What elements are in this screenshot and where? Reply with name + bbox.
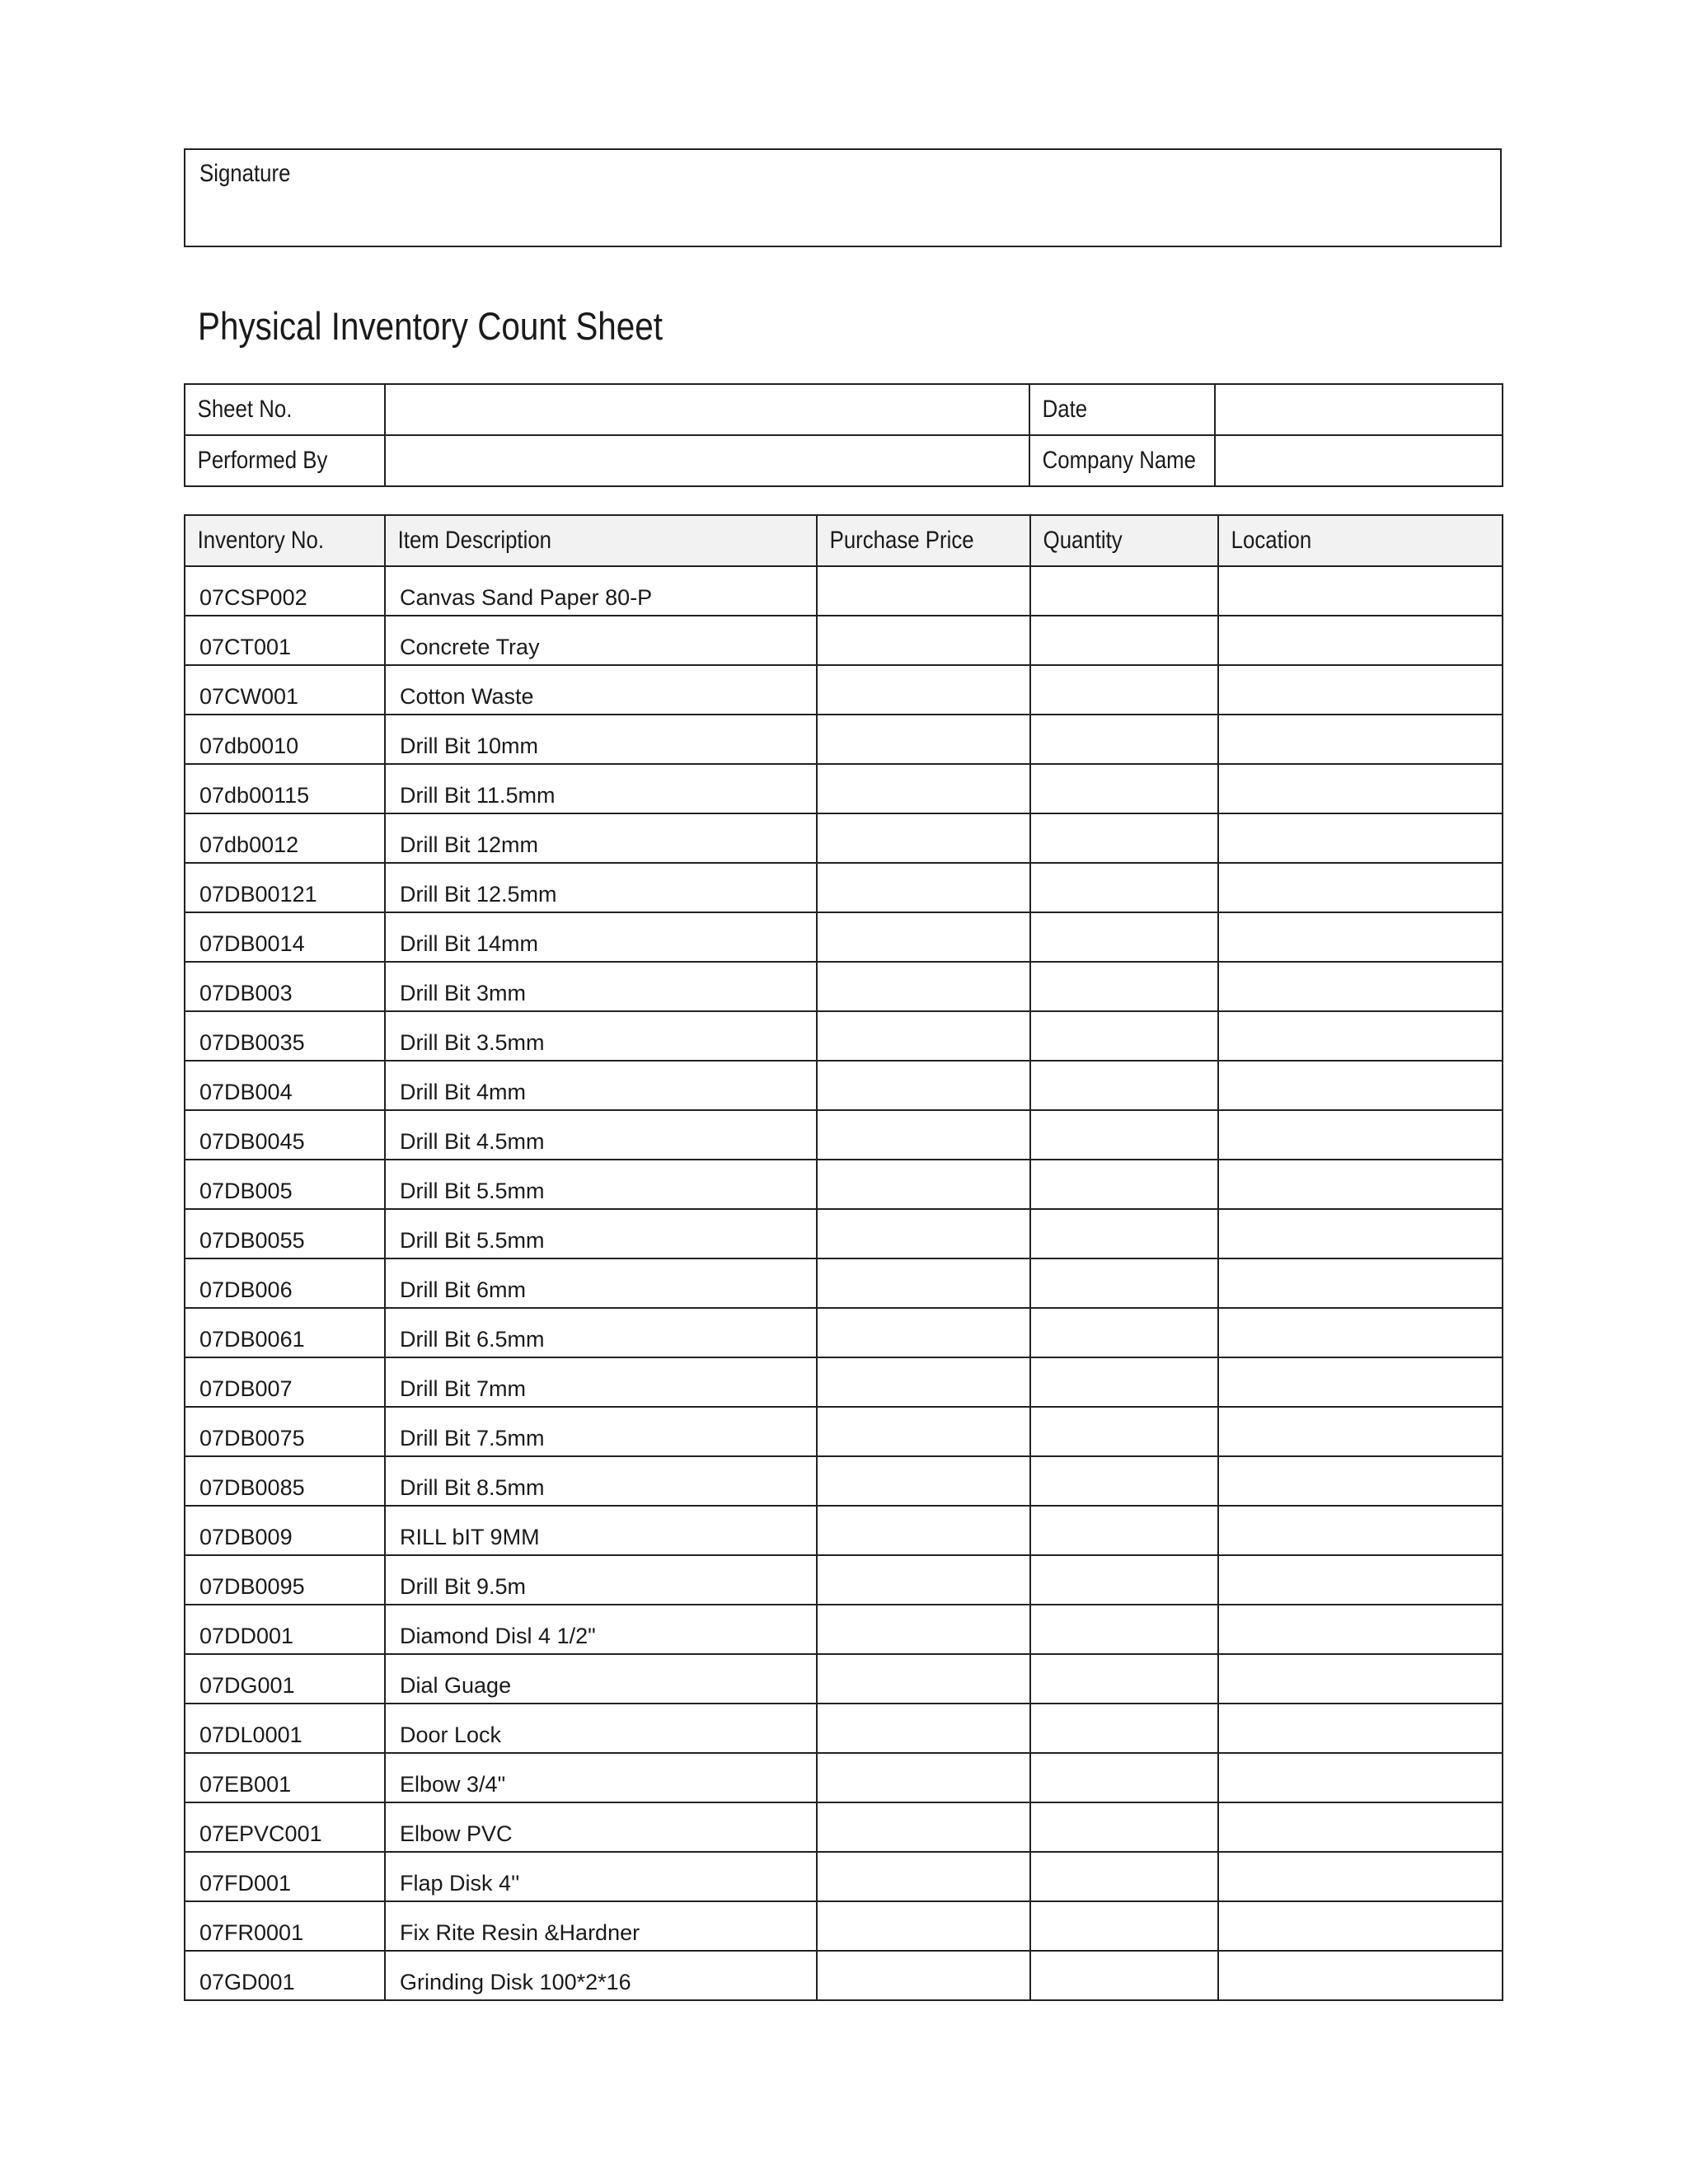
table-row bbox=[185, 1704, 1503, 1753]
location-cell[interactable] bbox=[1218, 912, 1503, 962]
item-description-cell: Drill Bit 4mm bbox=[385, 1061, 817, 1110]
quantity-cell[interactable] bbox=[1030, 1852, 1218, 1901]
inventory-no-cell: 07DB0035 bbox=[185, 1011, 385, 1061]
table-row bbox=[185, 1308, 1503, 1357]
inventory-body bbox=[185, 566, 1503, 2000]
location-cell[interactable] bbox=[1218, 1901, 1503, 1951]
quantity-cell[interactable] bbox=[1030, 1011, 1218, 1061]
location-cell[interactable] bbox=[1218, 764, 1503, 813]
inventory-no-cell: 07DB0045 bbox=[185, 1110, 385, 1160]
purchase-price-cell[interactable] bbox=[817, 1605, 1030, 1654]
location-cell[interactable] bbox=[1218, 1753, 1503, 1802]
location-cell[interactable] bbox=[1218, 616, 1503, 665]
column-header-item-description: Item Description bbox=[385, 515, 817, 566]
inventory-no-cell: 07FD001 bbox=[185, 1852, 385, 1901]
quantity-cell[interactable] bbox=[1030, 566, 1218, 616]
table-row bbox=[185, 1209, 1503, 1258]
item-description-cell: Drill Bit 3mm bbox=[385, 962, 817, 1011]
table-row bbox=[185, 764, 1503, 813]
quantity-cell[interactable] bbox=[1030, 1654, 1218, 1704]
location-cell[interactable] bbox=[1218, 1605, 1503, 1654]
purchase-price-cell[interactable] bbox=[817, 1308, 1030, 1357]
item-description-cell: Fix Rite Resin &Hardner bbox=[385, 1901, 817, 1951]
table-row bbox=[185, 813, 1503, 863]
quantity-cell[interactable] bbox=[1030, 1407, 1218, 1456]
location-cell[interactable] bbox=[1218, 1357, 1503, 1407]
purchase-price-cell[interactable] bbox=[817, 665, 1030, 715]
purchase-price-cell[interactable] bbox=[817, 566, 1030, 616]
quantity-cell[interactable] bbox=[1030, 616, 1218, 665]
quantity-cell[interactable] bbox=[1030, 1061, 1218, 1110]
table-row bbox=[185, 962, 1503, 1011]
location-cell[interactable] bbox=[1218, 1456, 1503, 1506]
table-row bbox=[185, 1852, 1503, 1901]
purchase-price-cell[interactable] bbox=[817, 1753, 1030, 1802]
purchase-price-cell[interactable] bbox=[817, 1951, 1030, 2000]
inventory-no-cell: 07DD001 bbox=[185, 1605, 385, 1654]
item-description-cell: Drill Bit 11.5mm bbox=[385, 764, 817, 813]
table-row bbox=[185, 1802, 1503, 1852]
item-description-cell: Drill Bit 8.5mm bbox=[385, 1456, 817, 1506]
sheet-info-row bbox=[185, 435, 1503, 486]
item-description-cell: Drill Bit 12mm bbox=[385, 813, 817, 863]
inventory-no-cell: 07DB003 bbox=[185, 962, 385, 1011]
column-header-location: Location bbox=[1218, 515, 1503, 566]
column-header-purchase-price: Purchase Price bbox=[817, 515, 1030, 566]
table-row bbox=[185, 1258, 1503, 1308]
item-description-cell: Drill Bit 6.5mm bbox=[385, 1308, 817, 1357]
purchase-price-cell[interactable] bbox=[817, 863, 1030, 912]
quantity-cell[interactable] bbox=[1030, 1753, 1218, 1802]
item-description-cell: Door Lock bbox=[385, 1704, 817, 1753]
quantity-cell[interactable] bbox=[1030, 1555, 1218, 1605]
purchase-price-cell[interactable] bbox=[817, 1011, 1030, 1061]
inventory-no-cell: 07DG001 bbox=[185, 1654, 385, 1704]
item-description-cell: Elbow PVC bbox=[385, 1802, 817, 1852]
purchase-price-cell[interactable] bbox=[817, 1456, 1030, 1506]
inventory-table bbox=[184, 514, 1503, 2001]
location-cell[interactable] bbox=[1218, 962, 1503, 1011]
item-description-cell: Concrete Tray bbox=[385, 616, 817, 665]
quantity-cell[interactable] bbox=[1030, 1506, 1218, 1555]
location-cell[interactable] bbox=[1218, 566, 1503, 616]
purchase-price-cell[interactable] bbox=[817, 1901, 1030, 1951]
inventory-no-cell: 07DB0075 bbox=[185, 1407, 385, 1456]
inventory-no-cell: 07db0012 bbox=[185, 813, 385, 863]
inventory-no-cell: 07DB009 bbox=[185, 1506, 385, 1555]
table-row bbox=[185, 1011, 1503, 1061]
table-row bbox=[185, 1951, 1503, 2000]
purchase-price-cell[interactable] bbox=[817, 764, 1030, 813]
performed-by-label: Performed By bbox=[185, 435, 385, 486]
inventory-no-cell: 07DL0001 bbox=[185, 1704, 385, 1753]
location-cell[interactable] bbox=[1218, 1011, 1503, 1061]
quantity-cell[interactable] bbox=[1030, 1605, 1218, 1654]
purchase-price-cell[interactable] bbox=[817, 1852, 1030, 1901]
item-description-cell: Drill Bit 5.5mm bbox=[385, 1160, 817, 1209]
purchase-price-cell[interactable] bbox=[817, 962, 1030, 1011]
performed-by-field[interactable] bbox=[385, 435, 1029, 486]
location-cell[interactable] bbox=[1218, 1506, 1503, 1555]
location-cell[interactable] bbox=[1218, 1802, 1503, 1852]
table-row bbox=[185, 1110, 1503, 1160]
item-description-cell: Elbow 3/4" bbox=[385, 1753, 817, 1802]
inventory-no-cell: 07DB007 bbox=[185, 1357, 385, 1407]
purchase-price-cell[interactable] bbox=[817, 1704, 1030, 1753]
inventory-no-cell: 07DB005 bbox=[185, 1160, 385, 1209]
table-row bbox=[185, 715, 1503, 764]
company-name-label: Company Name bbox=[1029, 435, 1215, 486]
quantity-cell[interactable] bbox=[1030, 1160, 1218, 1209]
location-cell[interactable] bbox=[1218, 1704, 1503, 1753]
location-cell[interactable] bbox=[1218, 1160, 1503, 1209]
item-description-cell: Drill Bit 14mm bbox=[385, 912, 817, 962]
purchase-price-cell[interactable] bbox=[817, 715, 1030, 764]
table-row bbox=[185, 1160, 1503, 1209]
purchase-price-cell[interactable] bbox=[817, 813, 1030, 863]
inventory-no-cell: 07DB0085 bbox=[185, 1456, 385, 1506]
item-description-cell: Drill Bit 6mm bbox=[385, 1258, 817, 1308]
quantity-cell[interactable] bbox=[1030, 1802, 1218, 1852]
purchase-price-cell[interactable] bbox=[817, 1209, 1030, 1258]
table-row bbox=[185, 1753, 1503, 1802]
inventory-no-cell: 07CSP002 bbox=[185, 566, 385, 616]
column-header-inventory-no: Inventory No. bbox=[185, 515, 385, 566]
inventory-no-cell: 07FR0001 bbox=[185, 1901, 385, 1951]
inventory-no-cell: 07db00115 bbox=[185, 764, 385, 813]
purchase-price-cell[interactable] bbox=[817, 1258, 1030, 1308]
inventory-no-cell: 07CW001 bbox=[185, 665, 385, 715]
quantity-cell[interactable] bbox=[1030, 1110, 1218, 1160]
purchase-price-cell[interactable] bbox=[817, 1357, 1030, 1407]
location-cell[interactable] bbox=[1218, 1555, 1503, 1605]
purchase-price-cell[interactable] bbox=[817, 616, 1030, 665]
quantity-cell[interactable] bbox=[1030, 715, 1218, 764]
quantity-cell[interactable] bbox=[1030, 1704, 1218, 1753]
location-cell[interactable] bbox=[1218, 1852, 1503, 1901]
inventory-no-cell: 07DB0014 bbox=[185, 912, 385, 962]
item-description-cell: Drill Bit 4.5mm bbox=[385, 1110, 817, 1160]
sheet-info-row bbox=[185, 384, 1503, 435]
location-cell[interactable] bbox=[1218, 1258, 1503, 1308]
inventory-no-cell: 07DB00121 bbox=[185, 863, 385, 912]
table-row bbox=[185, 1654, 1503, 1704]
location-cell[interactable] bbox=[1218, 1308, 1503, 1357]
sheet-no-label: Sheet No. bbox=[185, 384, 385, 435]
location-cell[interactable] bbox=[1218, 813, 1503, 863]
sheet-info-table bbox=[184, 383, 1503, 487]
column-header-quantity: Quantity bbox=[1030, 515, 1218, 566]
quantity-cell[interactable] bbox=[1030, 863, 1218, 912]
quantity-cell[interactable] bbox=[1030, 962, 1218, 1011]
item-description-cell: Drill Bit 5.5mm bbox=[385, 1209, 817, 1258]
quantity-cell[interactable] bbox=[1030, 813, 1218, 863]
inventory-no-cell: 07GD001 bbox=[185, 1951, 385, 2000]
location-cell[interactable] bbox=[1218, 715, 1503, 764]
inventory-no-cell: 07DB0061 bbox=[185, 1308, 385, 1357]
table-row bbox=[185, 1605, 1503, 1654]
item-description-cell: RILL bIT 9MM bbox=[385, 1506, 817, 1555]
date-label: Date bbox=[1029, 384, 1215, 435]
table-row bbox=[185, 1506, 1503, 1555]
item-description-cell: Drill Bit 3.5mm bbox=[385, 1011, 817, 1061]
item-description-cell: Diamond Disl 4 1/2" bbox=[385, 1605, 817, 1654]
inventory-no-cell: 07DB0055 bbox=[185, 1209, 385, 1258]
signature-label: Signature bbox=[199, 160, 291, 187]
location-cell[interactable] bbox=[1218, 1407, 1503, 1456]
inventory-no-cell: 07DB0095 bbox=[185, 1555, 385, 1605]
purchase-price-cell[interactable] bbox=[817, 1061, 1030, 1110]
purchase-price-cell[interactable] bbox=[817, 1110, 1030, 1160]
quantity-cell[interactable] bbox=[1030, 1901, 1218, 1951]
location-cell[interactable] bbox=[1218, 665, 1503, 715]
quantity-cell[interactable] bbox=[1030, 1258, 1218, 1308]
quantity-cell[interactable] bbox=[1030, 1308, 1218, 1357]
inventory-no-cell: 07EPVC001 bbox=[185, 1802, 385, 1852]
quantity-cell[interactable] bbox=[1030, 764, 1218, 813]
purchase-price-cell[interactable] bbox=[817, 1555, 1030, 1605]
inventory-no-cell: 07db0010 bbox=[185, 715, 385, 764]
quantity-cell[interactable] bbox=[1030, 1357, 1218, 1407]
item-description-cell: Drill Bit 7.5mm bbox=[385, 1407, 817, 1456]
item-description-cell: Drill Bit 9.5m bbox=[385, 1555, 817, 1605]
table-row bbox=[185, 1456, 1503, 1506]
location-cell[interactable] bbox=[1218, 1654, 1503, 1704]
item-description-cell: Dial Guage bbox=[385, 1654, 817, 1704]
company-name-field[interactable] bbox=[1215, 435, 1503, 486]
table-row bbox=[185, 1901, 1503, 1951]
page-title: Physical Inventory Count Sheet bbox=[198, 304, 663, 348]
item-description-cell: Cotton Waste bbox=[385, 665, 817, 715]
item-description-cell: Drill Bit 10mm bbox=[385, 715, 817, 764]
purchase-price-cell[interactable] bbox=[817, 1654, 1030, 1704]
quantity-cell[interactable] bbox=[1030, 1209, 1218, 1258]
table-row bbox=[185, 566, 1503, 616]
inventory-no-cell: 07DB004 bbox=[185, 1061, 385, 1110]
item-description-cell: Drill Bit 7mm bbox=[385, 1357, 817, 1407]
purchase-price-cell[interactable] bbox=[817, 1407, 1030, 1456]
location-cell[interactable] bbox=[1218, 1110, 1503, 1160]
table-row bbox=[185, 1555, 1503, 1605]
purchase-price-cell[interactable] bbox=[817, 912, 1030, 962]
table-row bbox=[185, 1357, 1503, 1407]
item-description-cell: Drill Bit 12.5mm bbox=[385, 863, 817, 912]
item-description-cell: Canvas Sand Paper 80-P bbox=[385, 566, 817, 616]
item-description-cell: Flap Disk 4'' bbox=[385, 1852, 817, 1901]
inventory-no-cell: 07CT001 bbox=[185, 616, 385, 665]
inventory-no-cell: 07EB001 bbox=[185, 1753, 385, 1802]
item-description-cell: Grinding Disk 100*2*16 bbox=[385, 1951, 817, 2000]
table-row bbox=[185, 863, 1503, 912]
location-cell[interactable] bbox=[1218, 863, 1503, 912]
table-row bbox=[185, 1407, 1503, 1456]
location-cell[interactable] bbox=[1218, 1951, 1503, 2000]
quantity-cell[interactable] bbox=[1030, 1951, 1218, 2000]
purchase-price-cell[interactable] bbox=[817, 1802, 1030, 1852]
quantity-cell[interactable] bbox=[1030, 1456, 1218, 1506]
inventory-no-cell: 07DB006 bbox=[185, 1258, 385, 1308]
inventory-header-row bbox=[185, 515, 1503, 566]
quantity-cell[interactable] bbox=[1030, 665, 1218, 715]
table-row bbox=[185, 912, 1503, 962]
purchase-price-cell[interactable] bbox=[817, 1506, 1030, 1555]
table-row bbox=[185, 616, 1503, 665]
table-row bbox=[185, 1061, 1503, 1110]
location-cell[interactable] bbox=[1218, 1061, 1503, 1110]
location-cell[interactable] bbox=[1218, 1209, 1503, 1258]
date-field[interactable] bbox=[1215, 384, 1503, 435]
table-row bbox=[185, 665, 1503, 715]
quantity-cell[interactable] bbox=[1030, 912, 1218, 962]
purchase-price-cell[interactable] bbox=[817, 1160, 1030, 1209]
signature-box[interactable] bbox=[184, 148, 1502, 247]
sheet-no-field[interactable] bbox=[385, 384, 1029, 435]
